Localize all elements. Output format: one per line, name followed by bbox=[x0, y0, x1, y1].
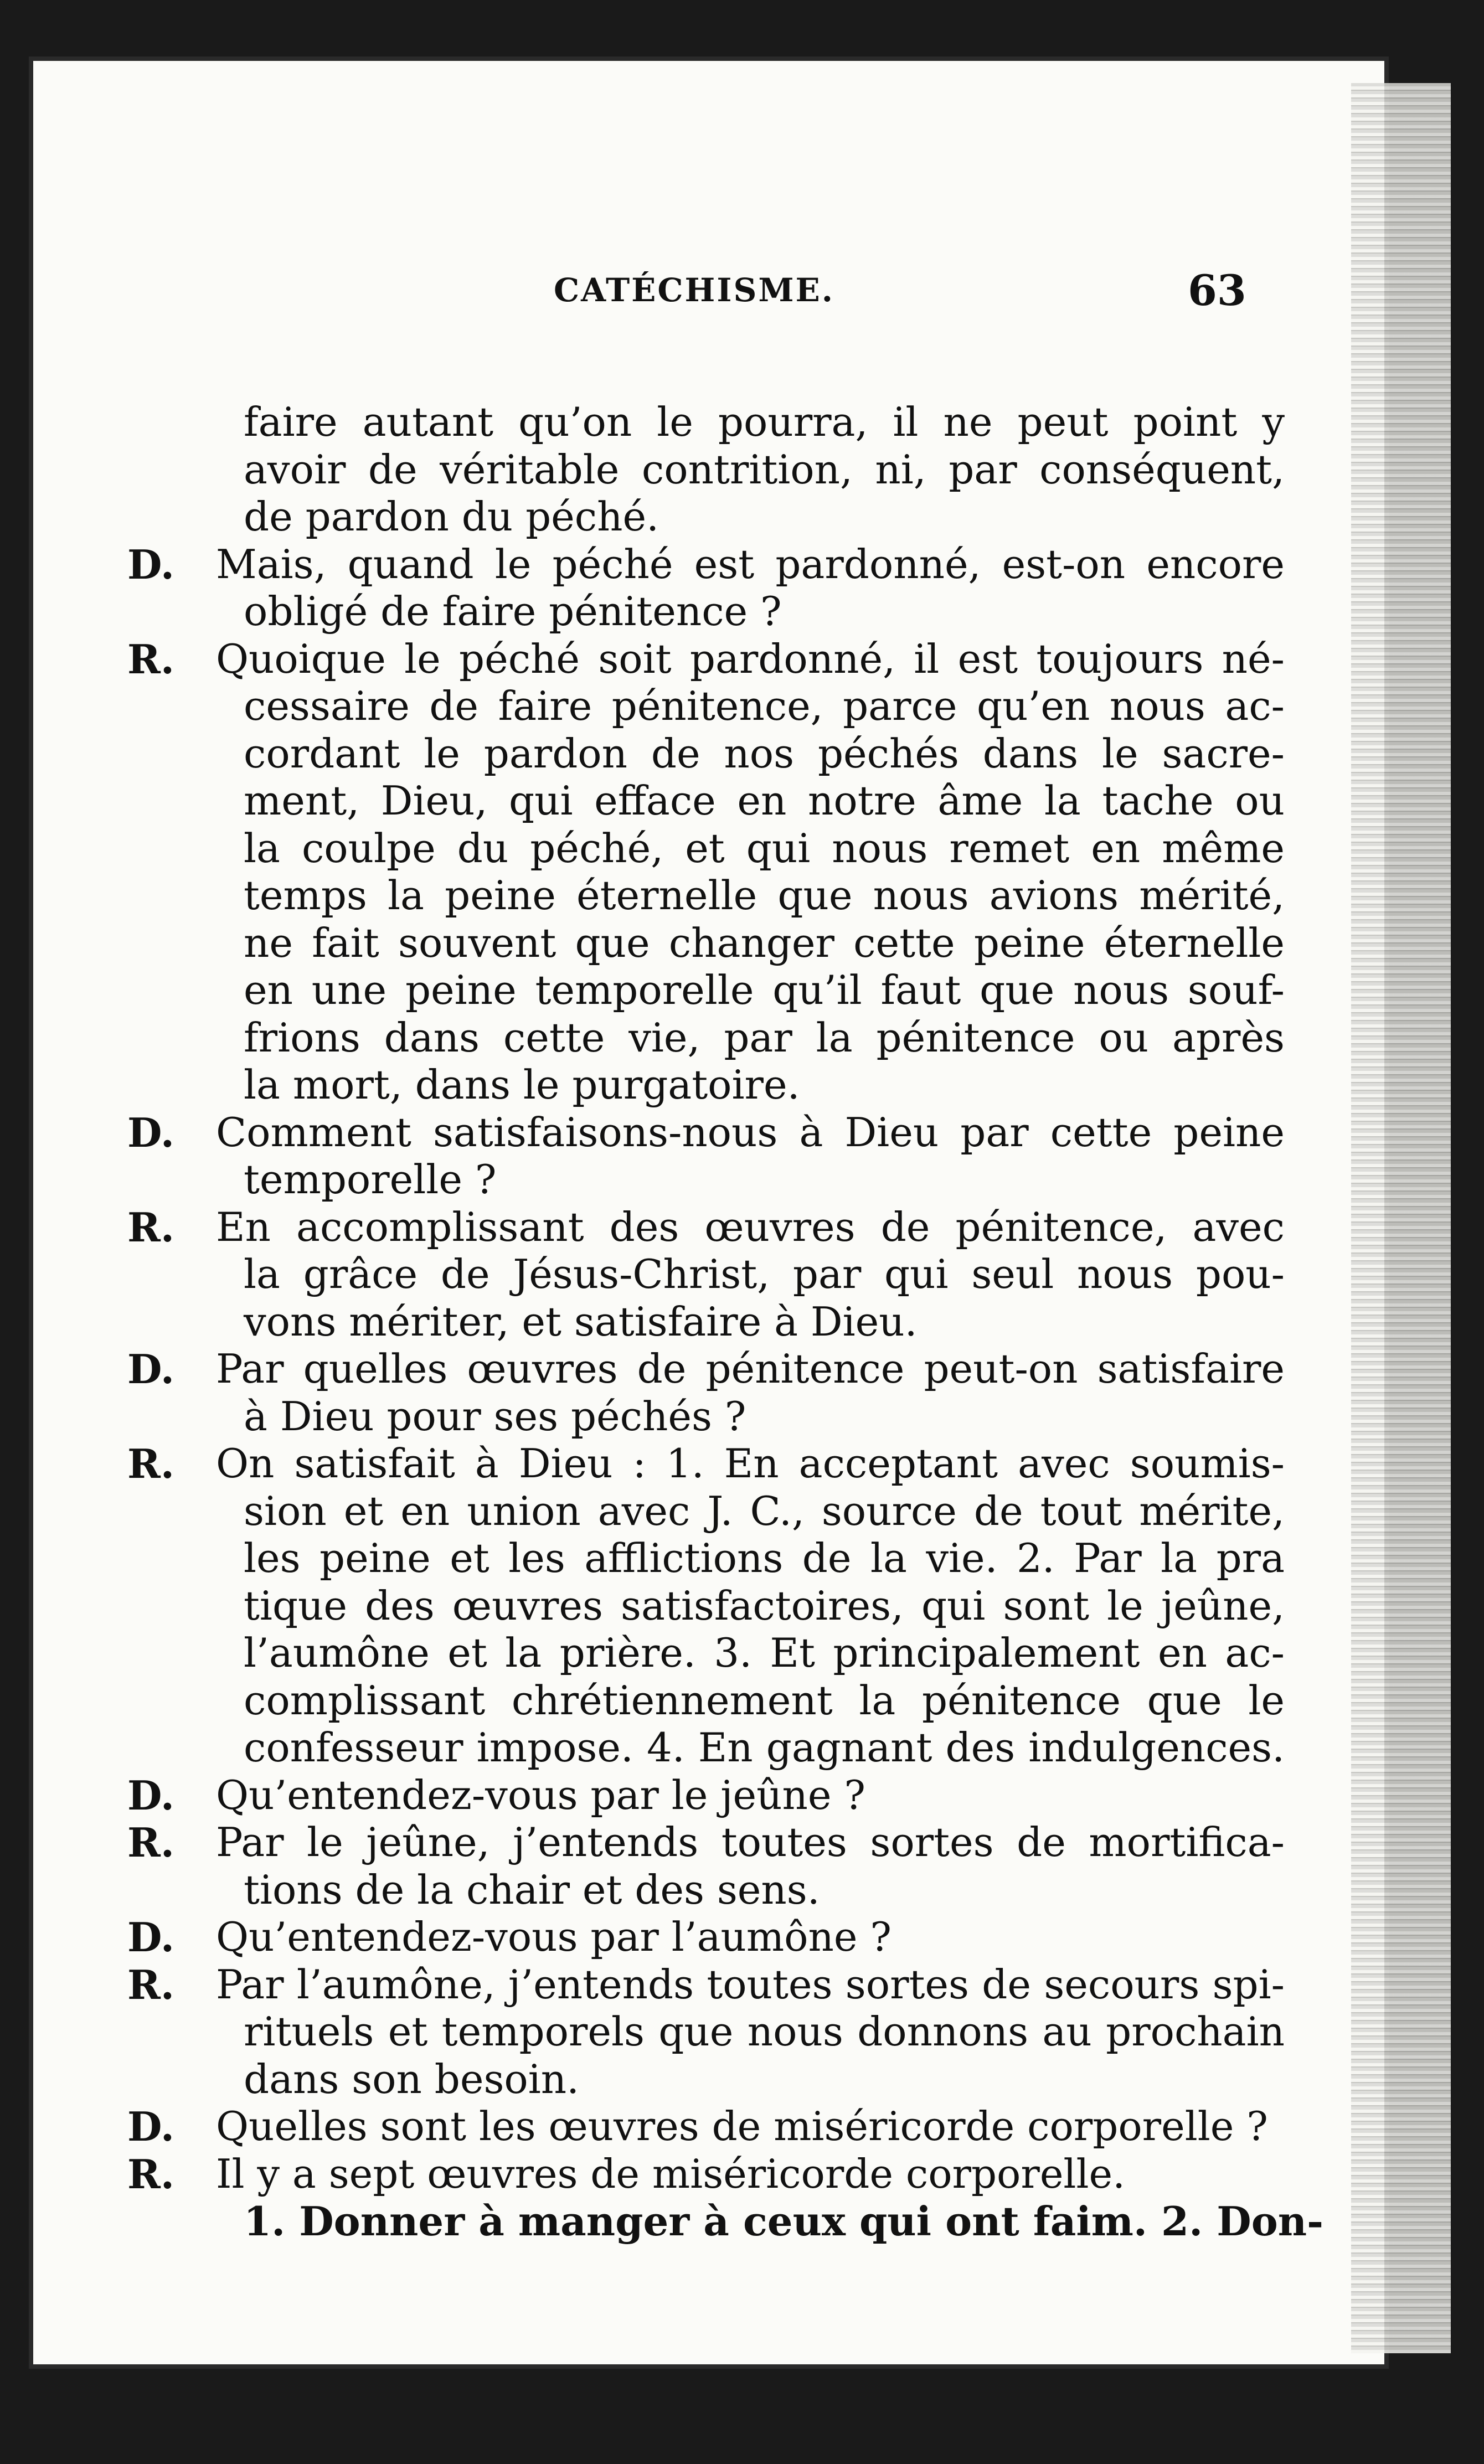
catechism-text bbox=[127, 399, 1323, 2245]
text-line bbox=[127, 1061, 1285, 1109]
text-line bbox=[127, 1867, 1285, 1914]
line-text: les peine et les afflictions de la vie. 2. Par la pra bbox=[244, 1535, 1285, 1581]
text-line bbox=[127, 588, 1285, 636]
line-text: la coulpe du péché, et qui nous remet en même bbox=[244, 824, 1285, 872]
line-text: obligé de faire pénitence ? bbox=[244, 588, 782, 635]
text-line bbox=[127, 730, 1285, 778]
speaker-label: D. bbox=[127, 1346, 174, 1393]
line-text: Qu’entendez-vous par le jeûne ? bbox=[216, 1771, 865, 1818]
speaker-label: R. bbox=[127, 1961, 174, 2008]
text-line bbox=[127, 1393, 1285, 1441]
line-text: rituels et temporels que nous donnons au prochain bbox=[244, 2008, 1285, 2055]
line-text: sion et en union avec J. C., source de tout mérite, bbox=[244, 1487, 1285, 1534]
speaker-label: D. bbox=[127, 1109, 174, 1156]
text-line bbox=[127, 1582, 1285, 1630]
text-line bbox=[127, 777, 1285, 825]
text-line bbox=[127, 1630, 1285, 1677]
line-text: Par l’aumône, j’entends toutes sortes de secours spi- bbox=[216, 1961, 1285, 2008]
text-line bbox=[127, 1961, 1285, 2009]
text-line bbox=[127, 2151, 1285, 2198]
text-line bbox=[127, 1440, 1285, 1488]
line-text: l’aumône et la prière. 3. Et principalement en ac- bbox=[244, 1630, 1285, 1676]
text-line bbox=[127, 446, 1285, 494]
line-text: avoir de véritable contrition, ni, par conséquent, bbox=[244, 446, 1285, 493]
line-text: tions de la chair et des sens. bbox=[244, 1866, 820, 1913]
text-line bbox=[127, 636, 1285, 683]
line-text: la grâce de Jésus-Christ, par qui seul nous pou- bbox=[244, 1251, 1285, 1297]
text-line bbox=[127, 1819, 1285, 1867]
line-text: Comment satisfaisons-nous à Dieu par cette peine bbox=[216, 1109, 1285, 1156]
line-text: tique des œuvres satisfactoires, qui sont le jeûne, bbox=[244, 1582, 1285, 1629]
text-line bbox=[127, 2008, 1285, 2056]
text-line bbox=[127, 683, 1285, 730]
line-text: Quelles sont les œuvres de miséricorde corporelle ? bbox=[216, 2103, 1268, 2149]
text-line bbox=[127, 1914, 1285, 1961]
line-text: En accomplissant des œuvres de pénitence, avec bbox=[216, 1203, 1285, 1250]
text-line bbox=[127, 2056, 1285, 2104]
line-text: ment, Dieu, qui efface en notre âme la tache ou bbox=[244, 777, 1285, 824]
text-line bbox=[127, 1488, 1285, 1535]
line-text: temps la peine éternelle que nous avions mérité, bbox=[244, 872, 1285, 919]
line-text: Quoique le péché soit pardonné, il est toujours né- bbox=[216, 635, 1285, 682]
text-line bbox=[127, 967, 1285, 1014]
text-line bbox=[127, 493, 1285, 541]
text-line bbox=[127, 1156, 1285, 1204]
line-text: la mort, dans le purgatoire. bbox=[244, 1061, 800, 1108]
line-text: Il y a sept œuvres de miséricorde corporelle. bbox=[216, 2150, 1125, 2197]
line-text: frions dans cette vie, par la pénitence ou après bbox=[244, 1014, 1285, 1061]
text-line bbox=[127, 2103, 1285, 2151]
text-line bbox=[127, 1204, 1285, 1251]
line-text: Par quelles œuvres de pénitence peut-on satisfaire bbox=[216, 1346, 1285, 1392]
text-line bbox=[127, 920, 1285, 967]
line-text: vons mériter, et satisfaire à Dieu. bbox=[244, 1298, 918, 1345]
line-text: faire autant qu’on le pourra, il ne peut point y bbox=[244, 399, 1285, 445]
book-page bbox=[33, 61, 1384, 2364]
line-text: temporelle ? bbox=[244, 1156, 497, 1203]
line-text: confesseur impose. 4. En gagnant des indulgences. bbox=[244, 1724, 1285, 1771]
text-line bbox=[127, 1724, 1285, 1772]
line-text: complissant chrétiennement la pénitence que le bbox=[244, 1677, 1285, 1724]
text-line bbox=[127, 872, 1285, 920]
text-line bbox=[127, 1251, 1285, 1298]
text-line bbox=[127, 825, 1285, 873]
running-head bbox=[33, 266, 1384, 316]
line-text: à Dieu pour ses péchés ? bbox=[244, 1393, 746, 1440]
speaker-label: D. bbox=[127, 1914, 174, 1961]
text-line bbox=[127, 1677, 1285, 1725]
speaker-label: R. bbox=[127, 1440, 174, 1487]
speaker-label: R. bbox=[127, 1819, 174, 1866]
line-text: Par le jeûne, j’entends toutes sortes de mortifica- bbox=[216, 1819, 1285, 1865]
speaker-label: R. bbox=[127, 2150, 174, 2198]
line-text: Mais, quand le péché est pardonné, est-on encore bbox=[216, 540, 1285, 587]
speaker-label: R. bbox=[127, 635, 174, 683]
text-line bbox=[127, 1535, 1285, 1582]
page-edge-shadow bbox=[1351, 83, 1451, 2353]
line-text: en une peine temporelle qu’il faut que nous souf- bbox=[244, 967, 1285, 1013]
line-text: Qu’entendez-vous par l’aumône ? bbox=[216, 1914, 892, 1960]
line-text: On satisfait à Dieu : 1. En acceptant avec soumis- bbox=[216, 1440, 1285, 1487]
text-line bbox=[127, 1298, 1285, 1346]
speaker-label: D. bbox=[127, 2103, 174, 2150]
line-text: cessaire de faire pénitence, parce qu’en nous ac- bbox=[244, 683, 1285, 729]
line-text: ne fait souvent que changer cette peine éternelle bbox=[244, 919, 1285, 966]
page-number: 63 bbox=[1188, 266, 1246, 315]
text-line bbox=[127, 2198, 1323, 2245]
text-line bbox=[127, 1109, 1285, 1157]
line-text: de pardon du péché. bbox=[244, 493, 659, 540]
text-line bbox=[127, 1014, 1285, 1062]
line-text: dans son besoin. bbox=[244, 2055, 580, 2102]
line-text: cordant le pardon de nos péchés dans le sacre- bbox=[244, 730, 1285, 777]
text-line bbox=[127, 1772, 1285, 1819]
speaker-label: R. bbox=[127, 1203, 174, 1251]
text-line bbox=[127, 399, 1285, 446]
text-line bbox=[127, 541, 1285, 589]
running-title: CATÉCHISME. bbox=[554, 271, 834, 309]
speaker-label: D. bbox=[127, 1771, 174, 1819]
line-text: 1. Donner à manger à ceux qui ont faim. 2. Don- bbox=[244, 2198, 1323, 2245]
text-line bbox=[127, 1346, 1285, 1393]
speaker-label: D. bbox=[127, 540, 174, 588]
